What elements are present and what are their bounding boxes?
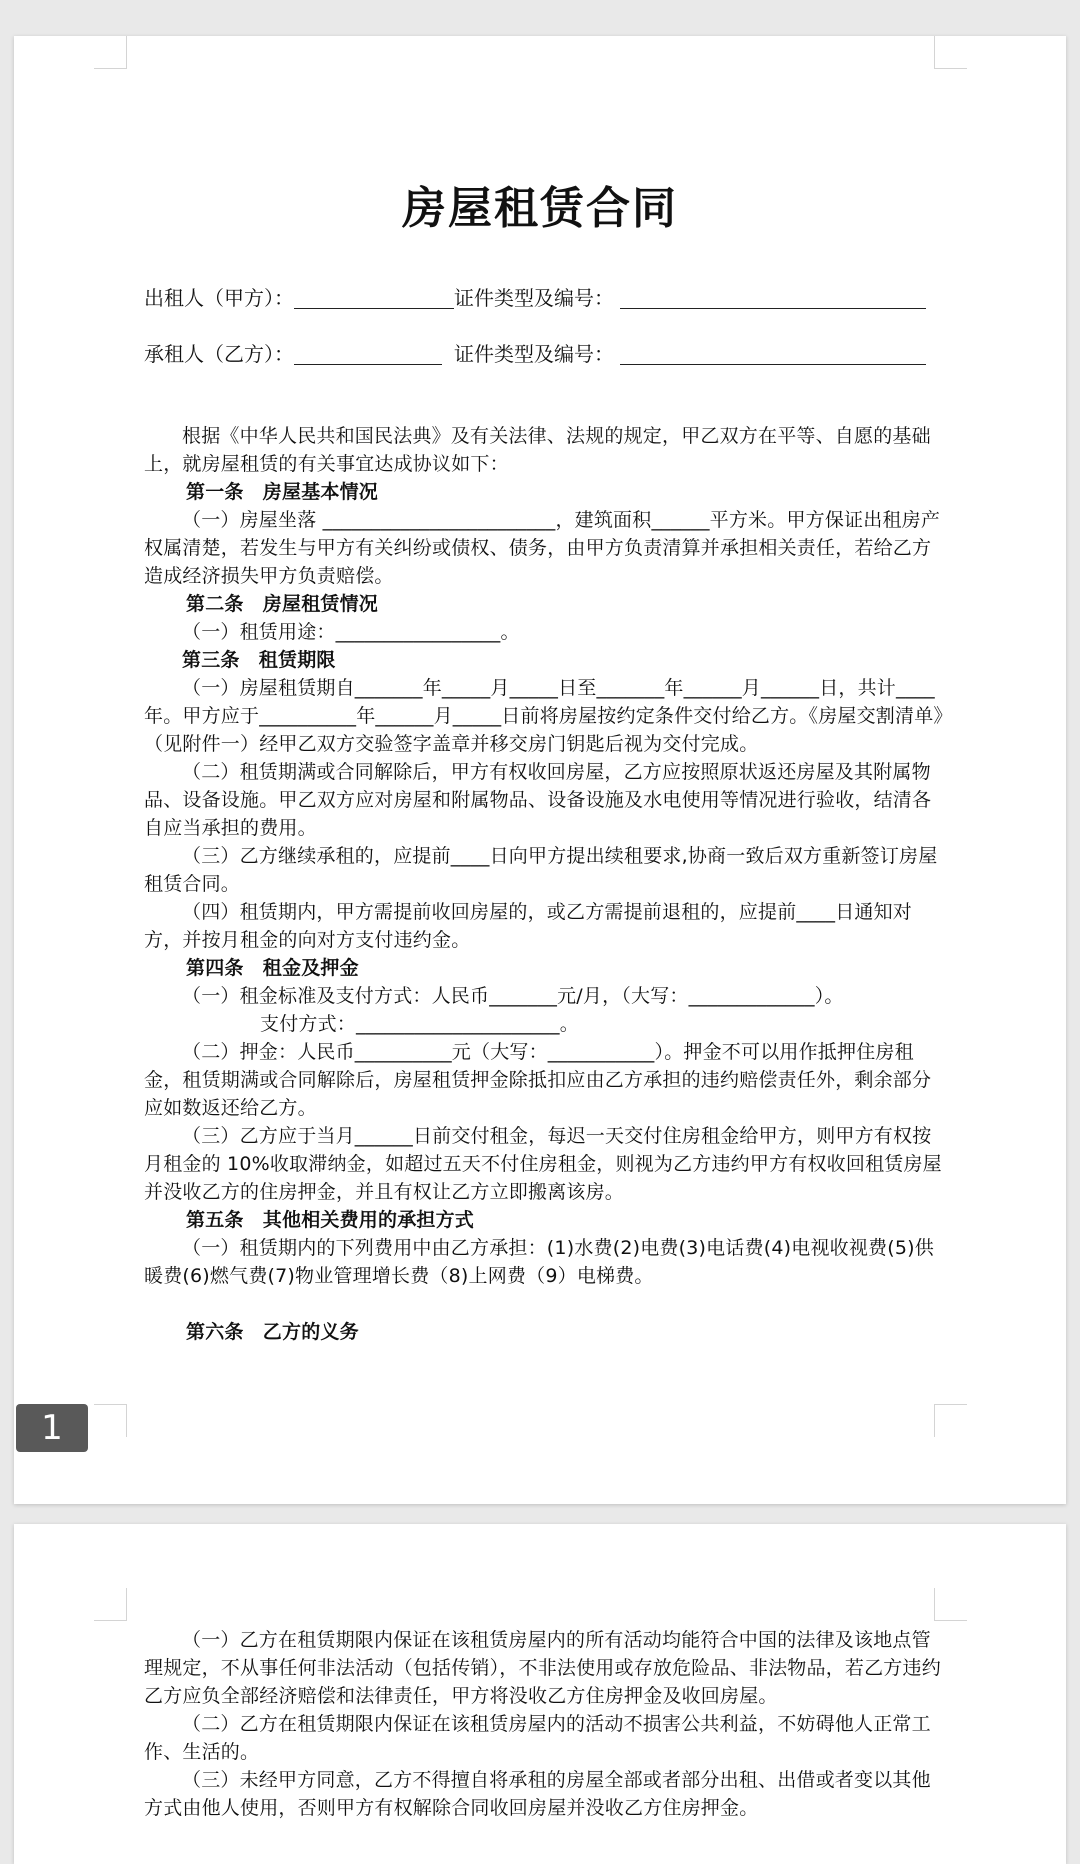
margin-corner-mark	[94, 1588, 127, 1621]
article-1-clause-1: （一）房屋坐落 ________________________，建筑面积______平方米。甲方保证出租房产权属清楚，若发生与甲方有关纠纷或债权、债务，由甲方负责清算并承担相关责任，若给乙方造成经济损失甲方负责赔偿。	[144, 509, 941, 587]
party-b-id-blank	[620, 342, 926, 365]
party-a-row	[144, 282, 926, 311]
margin-corner-mark	[94, 36, 127, 69]
article-3-clause-2: （二）租赁期满或合同解除后，甲方有权收回房屋，乙方应按照原状返还房屋及其附属物品、设备设施。甲乙双方应对房屋和附属物品、设备设施及水电使用等情况进行验收，结清各自应当承担的费用。	[144, 761, 932, 839]
document-page-1	[14, 36, 1066, 1504]
contract-body	[144, 422, 944, 1346]
party-b-row	[144, 338, 926, 367]
party-b-id-label: 证件类型及编号：	[454, 342, 614, 366]
margin-corner-mark	[934, 36, 967, 69]
article-6-clause-2: （二）乙方在租赁期限内保证在该租赁房屋内的活动不损害公共利益，不妨碍他人正常工作、生活的。	[144, 1713, 931, 1763]
article-4-payment-method: 支付方式：_____________________。	[260, 1013, 579, 1035]
article-2-title: 第二条 房屋租赁情况	[186, 593, 379, 615]
article-3-clause-4: （四）租赁期内，甲方需提前收回房屋的，或乙方需提前退租的，应提前____日通知对方，并按月租金的向对方支付违约金。	[144, 901, 913, 951]
party-a-label: 出租人（甲方）：	[144, 286, 294, 310]
margin-corner-mark	[934, 1404, 967, 1437]
party-a-id-blank	[620, 286, 926, 309]
article-5-title: 第五条 其他相关费用的承担方式	[186, 1209, 475, 1231]
party-b-blank	[294, 342, 442, 365]
party-a-blank	[294, 286, 454, 309]
article-6-clause-1: （一）乙方在租赁期限内保证在该租赁房屋内的所有活动均能符合中国的法律及该地点管理规定，不从事任何非法活动（包括传销），不非法使用或存放危险品、非法物品，若乙方违约乙方应负全部经济赔偿和法律责任，甲方将没收乙方住房押金及收回房屋。	[144, 1629, 941, 1707]
article-4-clause-2: （二）押金：人民币__________元（大写：___________）。押金不可以用作抵押住房租金，租赁期满或合同解除后，房屋租赁押金除抵扣应由乙方承担的违约赔偿责任外，剩余部分应如数返还给乙方。	[144, 1041, 932, 1119]
article-4-title: 第四条 租金及押金	[186, 957, 359, 979]
article-1-title: 第一条 房屋基本情况	[186, 481, 379, 503]
margin-corner-mark	[934, 1588, 967, 1621]
document-page-2	[14, 1524, 1066, 1864]
party-b-label: 承租人（乙方）：	[144, 342, 294, 366]
article-4-clause-3: （三）乙方应于当月______日前交付租金，每迟一天交付住房租金给甲方，则甲方有权按月租金的 10%收取滞纳金，如超过五天不付住房租金，则视为乙方违约甲方有权收回租赁房屋并没收乙方的住房押金，并且有权让乙方立即搬离该房。	[144, 1125, 942, 1203]
page-number-badge: 1	[16, 1404, 88, 1452]
article-3-title: 第三条 租赁期限	[182, 649, 336, 671]
document-title: 房屋租赁合同	[402, 183, 678, 234]
article-6-title: 第六条 乙方的义务	[186, 1321, 359, 1343]
article-2-clause-1: （一）租赁用途：_________________。	[182, 621, 520, 643]
contract-body-page-2	[144, 1626, 944, 1822]
margin-corner-mark	[94, 1404, 127, 1437]
article-6-clause-3: （三）未经甲方同意，乙方不得擅自将承租的房屋全部或者部分出租、出借或者变以其他方式由他人使用，否则甲方有权解除合同收回房屋并没收乙方住房押金。	[144, 1769, 931, 1819]
party-a-id-label: 证件类型及编号：	[454, 286, 614, 310]
article-5-clause-1: （一）租赁期内的下列费用中由乙方承担：(1)水费(2)电费(3)电话费(4)电视收视费(5)供暖费(6)燃气费(7)物业管理增长费（8)上网费（9）电梯费。	[144, 1237, 934, 1287]
article-4-clause-1: （一）租金标准及支付方式：人民币_______元/月，（大写：_____________）。	[182, 985, 844, 1007]
preamble-paragraph: 根据《中华人民共和国民法典》及有关法律、法规的规定，甲乙双方在平等、自愿的基础上，就房屋租赁的有关事宜达成协议如下：	[144, 425, 931, 475]
article-3-clause-1: （一）房屋租赁期自_______年_____月_____日至_______年______月______日，共计____年。甲方应于__________年______月_____日前将房屋按约定条件交付给乙方。《房屋交割清单》（见附件一）经甲乙双方交验签字盖章并移交房门钥匙后视为交付完成。	[144, 677, 944, 755]
article-3-clause-3: （三）乙方继续承租的，应提前____日向甲方提出续租要求,协商一致后双方重新签订房屋租赁合同。	[144, 845, 938, 895]
